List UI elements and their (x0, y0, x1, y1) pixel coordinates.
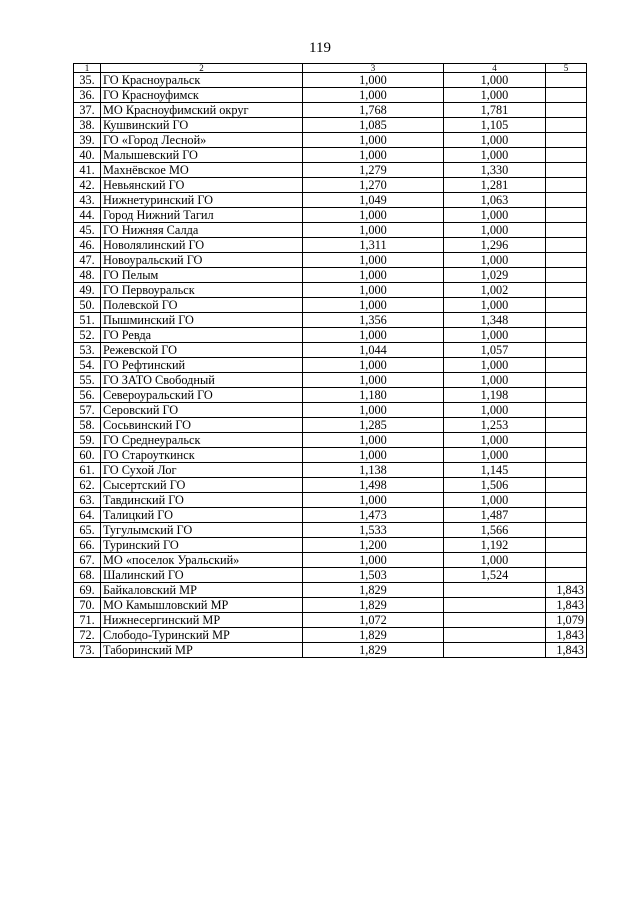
table-row (74, 283, 587, 298)
value-col-3: 1,000 (303, 88, 444, 103)
value-col-3: 1,000 (303, 298, 444, 313)
row-number: 57. (74, 403, 101, 418)
value-col-3: 1,000 (303, 133, 444, 148)
value-col-3: 1,270 (303, 178, 444, 193)
table-row (74, 178, 587, 193)
table-row (74, 148, 587, 163)
municipality-name: Нижнетуринский ГО (101, 193, 303, 208)
column-header-5: 5 (546, 64, 587, 73)
value-col-4: 1,781 (444, 103, 546, 118)
municipality-name: Шалинский ГО (101, 568, 303, 583)
value-col-3: 1,000 (303, 223, 444, 238)
column-header-3: 3 (303, 64, 444, 73)
value-col-4: 1,105 (444, 118, 546, 133)
value-col-4: 1,000 (444, 88, 546, 103)
value-col-4: 1,000 (444, 148, 546, 163)
value-col-3: 1,285 (303, 418, 444, 433)
value-col-3: 1,503 (303, 568, 444, 583)
table-row (74, 388, 587, 403)
value-col-4: 1,029 (444, 268, 546, 283)
value-col-4 (444, 598, 546, 613)
value-col-4 (444, 583, 546, 598)
value-col-4: 1,330 (444, 163, 546, 178)
value-col-5 (546, 463, 587, 478)
table-row (74, 598, 587, 613)
row-number: 42. (74, 178, 101, 193)
value-col-3: 1,829 (303, 643, 444, 658)
value-col-5 (546, 73, 587, 88)
row-number: 52. (74, 328, 101, 343)
value-col-4: 1,000 (444, 133, 546, 148)
value-col-5 (546, 223, 587, 238)
table-header-row (74, 64, 587, 73)
value-col-5 (546, 373, 587, 388)
value-col-3: 1,072 (303, 613, 444, 628)
row-number: 38. (74, 118, 101, 133)
row-number: 69. (74, 583, 101, 598)
table-row (74, 73, 587, 88)
value-col-4: 1,000 (444, 223, 546, 238)
value-col-3: 1,533 (303, 523, 444, 538)
table-row (74, 343, 587, 358)
municipality-name: Талицкий ГО (101, 508, 303, 523)
value-col-3: 1,044 (303, 343, 444, 358)
municipality-name: ГО Рефтинский (101, 358, 303, 373)
row-number: 62. (74, 478, 101, 493)
value-col-3: 1,473 (303, 508, 444, 523)
value-col-4: 1,000 (444, 433, 546, 448)
value-col-4 (444, 613, 546, 628)
table-row (74, 403, 587, 418)
value-col-5 (546, 103, 587, 118)
row-number: 43. (74, 193, 101, 208)
table-row (74, 508, 587, 523)
table-row (74, 568, 587, 583)
value-col-3: 1,498 (303, 478, 444, 493)
municipality-name: Махнёвское МО (101, 163, 303, 178)
value-col-5 (546, 133, 587, 148)
value-col-5 (546, 253, 587, 268)
municipality-name: МО «поселок Уральский» (101, 553, 303, 568)
column-header-1: 1 (74, 64, 101, 73)
table-row (74, 478, 587, 493)
value-col-5 (546, 508, 587, 523)
value-col-3: 1,000 (303, 448, 444, 463)
row-number: 59. (74, 433, 101, 448)
table-row (74, 208, 587, 223)
value-col-5 (546, 523, 587, 538)
value-col-5 (546, 208, 587, 223)
municipality-name: Новолялинский ГО (101, 238, 303, 253)
municipality-name: МО Красноуфимский округ (101, 103, 303, 118)
value-col-5 (546, 178, 587, 193)
row-number: 50. (74, 298, 101, 313)
table-row (74, 88, 587, 103)
value-col-5 (546, 433, 587, 448)
table-row (74, 118, 587, 133)
table-row (74, 418, 587, 433)
value-col-4: 1,000 (444, 208, 546, 223)
value-col-4: 1,000 (444, 73, 546, 88)
municipality-name: ГО Красноуральск (101, 73, 303, 88)
row-number: 51. (74, 313, 101, 328)
municipality-name: ГО Нижняя Салда (101, 223, 303, 238)
value-col-5 (546, 298, 587, 313)
value-col-3: 1,000 (303, 433, 444, 448)
value-col-4: 1,566 (444, 523, 546, 538)
municipality-name: Город Нижний Тагил (101, 208, 303, 223)
value-col-3: 1,000 (303, 493, 444, 508)
value-col-5: 1,843 (546, 583, 587, 598)
municipality-name: Таборинский МР (101, 643, 303, 658)
table-row (74, 268, 587, 283)
row-number: 61. (74, 463, 101, 478)
table-row (74, 553, 587, 568)
table-row (74, 523, 587, 538)
value-col-4: 1,253 (444, 418, 546, 433)
row-number: 58. (74, 418, 101, 433)
row-number: 45. (74, 223, 101, 238)
value-col-5 (546, 343, 587, 358)
row-number: 37. (74, 103, 101, 118)
value-col-4: 1,487 (444, 508, 546, 523)
value-col-3: 1,138 (303, 463, 444, 478)
value-col-3: 1,000 (303, 373, 444, 388)
value-col-4: 1,000 (444, 298, 546, 313)
value-col-5 (546, 88, 587, 103)
row-number: 66. (74, 538, 101, 553)
row-number: 44. (74, 208, 101, 223)
value-col-3: 1,049 (303, 193, 444, 208)
municipality-name: Невьянский ГО (101, 178, 303, 193)
table-row (74, 163, 587, 178)
municipality-name: Нижнесергинский МР (101, 613, 303, 628)
municipality-name: Малышевский ГО (101, 148, 303, 163)
table-row (74, 538, 587, 553)
table-row (74, 253, 587, 268)
table-row (74, 493, 587, 508)
value-col-5 (546, 388, 587, 403)
value-col-4: 1,145 (444, 463, 546, 478)
municipality-name: Режевской ГО (101, 343, 303, 358)
row-number: 55. (74, 373, 101, 388)
value-col-4: 1,192 (444, 538, 546, 553)
table-row (74, 298, 587, 313)
municipality-name: ГО Сухой Лог (101, 463, 303, 478)
value-col-4: 1,000 (444, 328, 546, 343)
value-col-5 (546, 553, 587, 568)
municipality-name: ГО «Город Лесной» (101, 133, 303, 148)
municipality-name: МО Камышловский МР (101, 598, 303, 613)
municipality-name: Тугулымский ГО (101, 523, 303, 538)
value-col-4: 1,281 (444, 178, 546, 193)
table-row (74, 358, 587, 373)
row-number: 54. (74, 358, 101, 373)
row-number: 60. (74, 448, 101, 463)
value-col-4: 1,002 (444, 283, 546, 298)
table-row (74, 238, 587, 253)
value-col-4: 1,000 (444, 253, 546, 268)
value-col-5: 1,843 (546, 628, 587, 643)
table-row (74, 448, 587, 463)
value-col-4: 1,506 (444, 478, 546, 493)
value-col-4: 1,000 (444, 448, 546, 463)
value-col-4: 1,348 (444, 313, 546, 328)
row-number: 35. (74, 73, 101, 88)
row-number: 68. (74, 568, 101, 583)
value-col-4: 1,000 (444, 358, 546, 373)
value-col-3: 1,000 (303, 253, 444, 268)
table-row (74, 643, 587, 658)
row-number: 64. (74, 508, 101, 523)
municipality-name: ГО Пелым (101, 268, 303, 283)
municipality-name: Кушвинский ГО (101, 118, 303, 133)
row-number: 56. (74, 388, 101, 403)
value-col-5 (546, 163, 587, 178)
value-col-3: 1,829 (303, 628, 444, 643)
value-col-4: 1,524 (444, 568, 546, 583)
value-col-4: 1,063 (444, 193, 546, 208)
value-col-3: 1,000 (303, 328, 444, 343)
value-col-5 (546, 403, 587, 418)
municipality-name: Слободо-Туринский МР (101, 628, 303, 643)
row-number: 48. (74, 268, 101, 283)
row-number: 46. (74, 238, 101, 253)
value-col-3: 1,000 (303, 283, 444, 298)
coefficients-table (73, 63, 587, 658)
value-col-3: 1,356 (303, 313, 444, 328)
value-col-3: 1,829 (303, 583, 444, 598)
page-number: 119 (309, 40, 331, 56)
value-col-3: 1,000 (303, 73, 444, 88)
value-col-4: 1,198 (444, 388, 546, 403)
row-number: 36. (74, 88, 101, 103)
value-col-5 (546, 238, 587, 253)
value-col-3: 1,200 (303, 538, 444, 553)
value-col-5: 1,079 (546, 613, 587, 628)
value-col-3: 1,279 (303, 163, 444, 178)
value-col-5 (546, 418, 587, 433)
value-col-4 (444, 643, 546, 658)
row-number: 67. (74, 553, 101, 568)
value-col-4: 1,000 (444, 373, 546, 388)
value-col-3: 1,768 (303, 103, 444, 118)
table-row (74, 193, 587, 208)
table-row (74, 133, 587, 148)
value-col-5 (546, 193, 587, 208)
table-row (74, 628, 587, 643)
table-row (74, 103, 587, 118)
municipality-name: Тавдинский ГО (101, 493, 303, 508)
table-row (74, 373, 587, 388)
value-col-5 (546, 328, 587, 343)
value-col-3: 1,180 (303, 388, 444, 403)
row-number: 73. (74, 643, 101, 658)
table-row (74, 583, 587, 598)
municipality-name: Североуральский ГО (101, 388, 303, 403)
value-col-5 (546, 568, 587, 583)
table-row (74, 313, 587, 328)
value-col-3: 1,000 (303, 553, 444, 568)
column-header-4: 4 (444, 64, 546, 73)
row-number: 65. (74, 523, 101, 538)
value-col-3: 1,311 (303, 238, 444, 253)
municipality-name: Серовский ГО (101, 403, 303, 418)
municipality-name: ГО Среднеуральск (101, 433, 303, 448)
value-col-4: 1,000 (444, 403, 546, 418)
municipality-name: ГО Ревда (101, 328, 303, 343)
value-col-5 (546, 148, 587, 163)
table-row (74, 223, 587, 238)
row-number: 39. (74, 133, 101, 148)
municipality-name: Туринский ГО (101, 538, 303, 553)
value-col-5 (546, 358, 587, 373)
row-number: 70. (74, 598, 101, 613)
value-col-5 (546, 448, 587, 463)
row-number: 41. (74, 163, 101, 178)
table-row (74, 433, 587, 448)
value-col-5 (546, 313, 587, 328)
value-col-4: 1,296 (444, 238, 546, 253)
value-col-3: 1,000 (303, 268, 444, 283)
value-col-4: 1,000 (444, 493, 546, 508)
municipality-name: Сысертский ГО (101, 478, 303, 493)
municipality-name: ГО Красноуфимск (101, 88, 303, 103)
table-row (74, 613, 587, 628)
municipality-name: Полевской ГО (101, 298, 303, 313)
row-number: 53. (74, 343, 101, 358)
municipality-name: ГО Староуткинск (101, 448, 303, 463)
row-number: 63. (74, 493, 101, 508)
table-row (74, 463, 587, 478)
value-col-5 (546, 118, 587, 133)
value-col-4 (444, 628, 546, 643)
value-col-5 (546, 538, 587, 553)
value-col-4: 1,057 (444, 343, 546, 358)
table-row (74, 328, 587, 343)
value-col-5 (546, 478, 587, 493)
municipality-name: ГО Первоуральск (101, 283, 303, 298)
value-col-3: 1,085 (303, 118, 444, 133)
row-number: 71. (74, 613, 101, 628)
municipality-name: Сосьвинский ГО (101, 418, 303, 433)
value-col-3: 1,000 (303, 148, 444, 163)
value-col-4: 1,000 (444, 553, 546, 568)
value-col-5 (546, 493, 587, 508)
value-col-3: 1,000 (303, 208, 444, 223)
municipality-name: Пышминский ГО (101, 313, 303, 328)
municipality-name: Байкаловский МР (101, 583, 303, 598)
value-col-5 (546, 268, 587, 283)
row-number: 47. (74, 253, 101, 268)
row-number: 72. (74, 628, 101, 643)
value-col-3: 1,000 (303, 403, 444, 418)
value-col-5 (546, 283, 587, 298)
value-col-5: 1,843 (546, 643, 587, 658)
value-col-3: 1,000 (303, 358, 444, 373)
municipality-name: Новоуральский ГО (101, 253, 303, 268)
row-number: 40. (74, 148, 101, 163)
row-number: 49. (74, 283, 101, 298)
value-col-3: 1,829 (303, 598, 444, 613)
column-header-2: 2 (101, 64, 303, 73)
table-body (74, 73, 587, 658)
municipality-name: ГО ЗАТО Свободный (101, 373, 303, 388)
value-col-5: 1,843 (546, 598, 587, 613)
